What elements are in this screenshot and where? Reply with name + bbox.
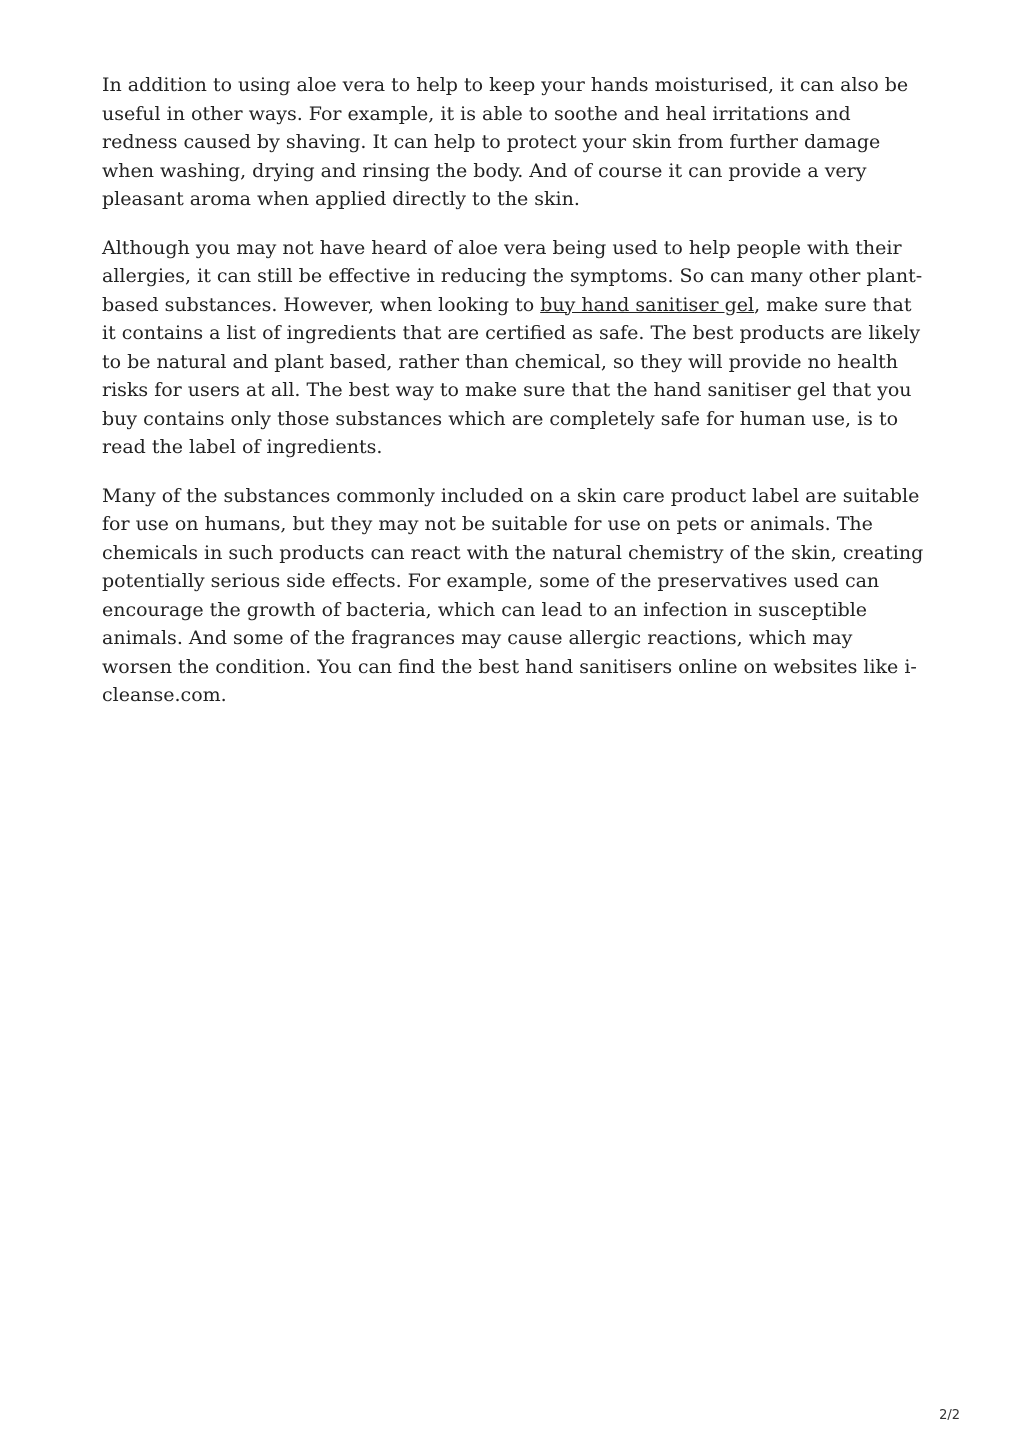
page-number: 2/2 [939, 1408, 960, 1423]
paragraph-allergies-text-after: , make sure that it contains a list of ingredients that are certified as safe. The best products are likely to be natural and plant based, rather than chemical, so they will provide no health risks for users at all. The best way to make sure that the hand sanitiser gel that you buy contains only those substances which are completely safe for human use, is to read the label of ingredients. [102, 293, 921, 458]
paragraph-pets-animals: Many of the substances commonly included on a skin care product label are suitable for use on humans, but they may not be suitable for use on pets or animals. The chemicals in such products can react with the natural chemistry of the skin, creating potentially serious side effects. For example, some of the preservatives used can encourage the growth of bacteria, which can lead to an infection in susceptible animals. And some of the fragrances may cause allergic reactions, which may worsen the condition. You can find the best hand sanitisers online on websites like i-cleanse.com. [102, 484, 924, 706]
article-body [102, 71, 928, 730]
paragraph-aloe-vera-uses: In addition to using aloe vera to help to keep your hands moisturised, it can also be useful in other ways. For example, it is able to soothe and heal irritations and redness caused by shaving. It can help to protect your skin from further damage when washing, drying and rinsing the body. And of course it can provide a very pleasant aroma when applied directly to the skin. [102, 74, 909, 210]
paragraph-allergies [102, 234, 928, 462]
paragraph-allergies-text-before: Although you may not have heard of aloe vera being used to help people with their allergies, it can still be effective in reducing the symptoms. So can many other plant-based substances. However, when looking to [102, 236, 923, 316]
buy-hand-sanitiser-gel-link[interactable]: buy hand sanitiser gel [540, 293, 755, 316]
